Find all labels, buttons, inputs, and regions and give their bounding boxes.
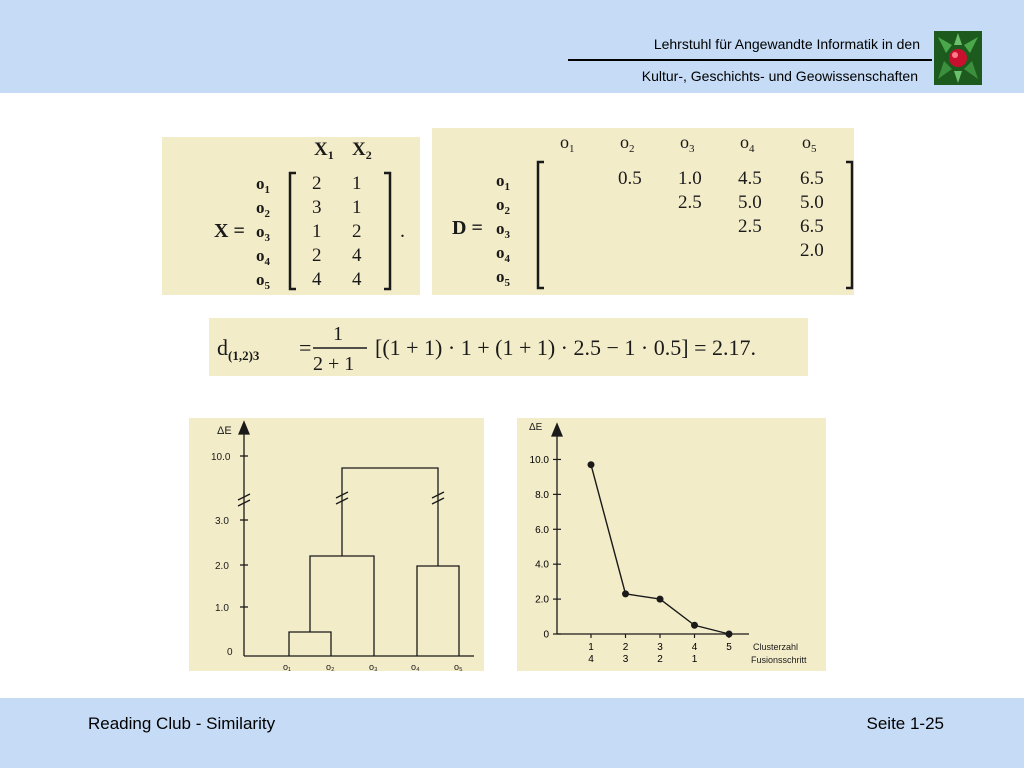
matrix-d-svg [432,128,854,295]
elbow-chart-figure [517,418,826,671]
matrix-d-row-3: $o_3$ [496,219,510,241]
matrix-x-cell: 2 [352,221,362,242]
formula-figure [209,318,808,376]
elbow-data-point [588,461,595,468]
matrix-x-cell: 4 [352,245,362,266]
dendrogram-leaf: o₂ [326,662,335,671]
matrix-x-col-1: $X_1$ [314,139,334,162]
matrix-d-cell: 1.0 [678,168,702,189]
matrix-x-cell: 1 [352,197,362,218]
dendrogram-leaf: o₄ [411,662,420,671]
formula-denominator: 2 + 1 [313,353,355,375]
matrix-d-cell: 6.5 [800,168,824,189]
elbow-data-point [657,596,664,603]
matrix-d-row-2: $o_2$ [496,195,510,217]
elbow-x-label-1: Clusterzahl [753,642,799,652]
dendrogram-tick-label: 2.0 [215,561,229,572]
matrix-d-cell: 4.5 [738,168,762,189]
elbow-axis-arrow [552,424,562,436]
elbow-x-tick-label: 1 [588,642,594,653]
elbow-x-tick-label: 5 [726,642,732,653]
matrix-d-left-bracket [538,162,544,288]
elbow-x-tick-label: 4 [691,642,698,653]
matrix-d-row-1: $o_1$ [496,171,510,193]
matrix-x-row-3: $o_3$ [256,222,270,244]
matrix-d-cell: 2.5 [678,192,702,213]
page-number: Seite 1-25 [866,714,944,733]
dendrogram-tick-label: 10.0 [211,452,231,463]
elbow-y-label: ΔE [529,422,543,433]
elbow-chart-svg [517,418,826,671]
elbow-y-tick-label: 0 [543,629,549,641]
matrix-d-cell: 5.0 [738,192,762,213]
matrix-x-left-bracket [290,173,296,289]
elbow-x-step-label: 3 [622,654,629,665]
matrix-d-figure [432,128,854,295]
matrix-x-row-4: $o_4$ [256,246,270,268]
matrix-x-svg [162,137,420,295]
elbow-data-point [726,631,733,638]
elbow-x-step-label: 1 [691,654,698,665]
formula-rhs: [(1 + 1) · 1 + (1 + 1) · 2.5 − 1 · 0.5] = 2.17. [375,335,756,360]
dendrogram-leaf: o₁ [283,662,292,671]
dendrogram-leaf: o₅ [454,662,463,671]
matrix-d-cell: 2.0 [800,240,824,261]
matrix-x-row-5: $o_5$ [256,270,270,292]
slide-header [0,0,1024,93]
matrix-d-cell: 2.5 [738,216,762,237]
matrix-x-cell: 3 [312,197,322,218]
formula-equals: = [299,335,312,360]
matrix-x-right-bracket [384,173,390,289]
footer-title: Reading Club - Similarity [88,714,276,733]
elbow-x-step-label: 4 [588,654,594,665]
dendrogram-link [417,566,459,656]
formula-svg [209,318,808,376]
dendrogram-tick-label: 0 [227,647,233,658]
formula-lhs: $d_{(1,2)3}$ [217,335,260,363]
elbow-x-tick-label: 2 [622,642,629,653]
matrix-d-cell: 6.5 [800,216,824,237]
matrix-x-row-1: $o_1$ [256,174,270,196]
elbow-y-tick-label: 10.0 [529,454,549,466]
matrix-x-cell: 1 [352,173,362,194]
elbow-series-line [591,465,729,634]
elbow-y-tick-label: 4.0 [535,559,549,571]
dendrogram-tick-label: 3.0 [215,516,229,527]
dendrogram-leaf: o₃ [369,662,378,671]
matrix-d-label: D = [452,217,483,239]
elbow-x-tick-label: 3 [657,642,663,653]
matrix-d-col-5: $o_5$ [802,132,817,155]
elbow-y-tick-label: 2.0 [535,594,549,606]
university-logo-icon [934,31,982,85]
matrix-x-row-2: $o_2$ [256,198,270,220]
elbow-data-point [622,590,629,597]
header-line-2: Kultur-, Geschichts- und Geowissenschaften [641,68,918,84]
matrix-x-cell: 4 [312,269,322,290]
dendrogram-svg [189,418,484,671]
matrix-d-cell: 5.0 [800,192,824,213]
elbow-y-tick-label: 8.0 [535,489,549,501]
header-rule [568,59,932,61]
slide-footer [0,698,1024,768]
elbow-x-label-2: Fusionsschritt [751,655,807,665]
matrix-d-col-4: $o_4$ [740,132,755,155]
matrix-x-period: . [400,220,405,242]
elbow-x-step-label: 2 [657,654,663,665]
matrix-x-cell: 4 [352,269,362,290]
dendrogram-link [310,556,374,656]
matrix-x-col-2: $X_2$ [352,139,372,162]
matrix-d-col-2: $o_2$ [620,132,635,155]
formula-numerator: 1 [333,323,343,345]
dendrogram-tick-label: 1.0 [215,603,229,614]
matrix-d-right-bracket [846,162,852,288]
dendrogram-link [289,632,331,656]
matrix-d-cell: 0.5 [618,168,642,189]
elbow-data-point [691,622,698,629]
dendrogram-y-label: ΔE [217,425,232,437]
dendrogram-figure [189,418,484,671]
matrix-d-col-3: $o_3$ [680,132,695,155]
matrix-x-cell: 2 [312,173,322,194]
dendrogram-link [342,468,438,566]
matrix-d-row-4: $o_4$ [496,243,510,265]
matrix-x-cell: 2 [312,245,322,266]
matrix-x-cell: 1 [312,221,322,242]
matrix-d-col-1: $o_1$ [560,132,575,155]
header-line-1: Lehrstuhl für Angewandte Informatik in den [653,36,920,52]
matrix-x-figure [162,137,420,295]
dendrogram-axis-arrow [239,422,249,434]
elbow-y-tick-label: 6.0 [535,524,549,536]
matrix-d-row-5: $o_5$ [496,267,510,289]
matrix-x-label: X = [214,220,245,242]
